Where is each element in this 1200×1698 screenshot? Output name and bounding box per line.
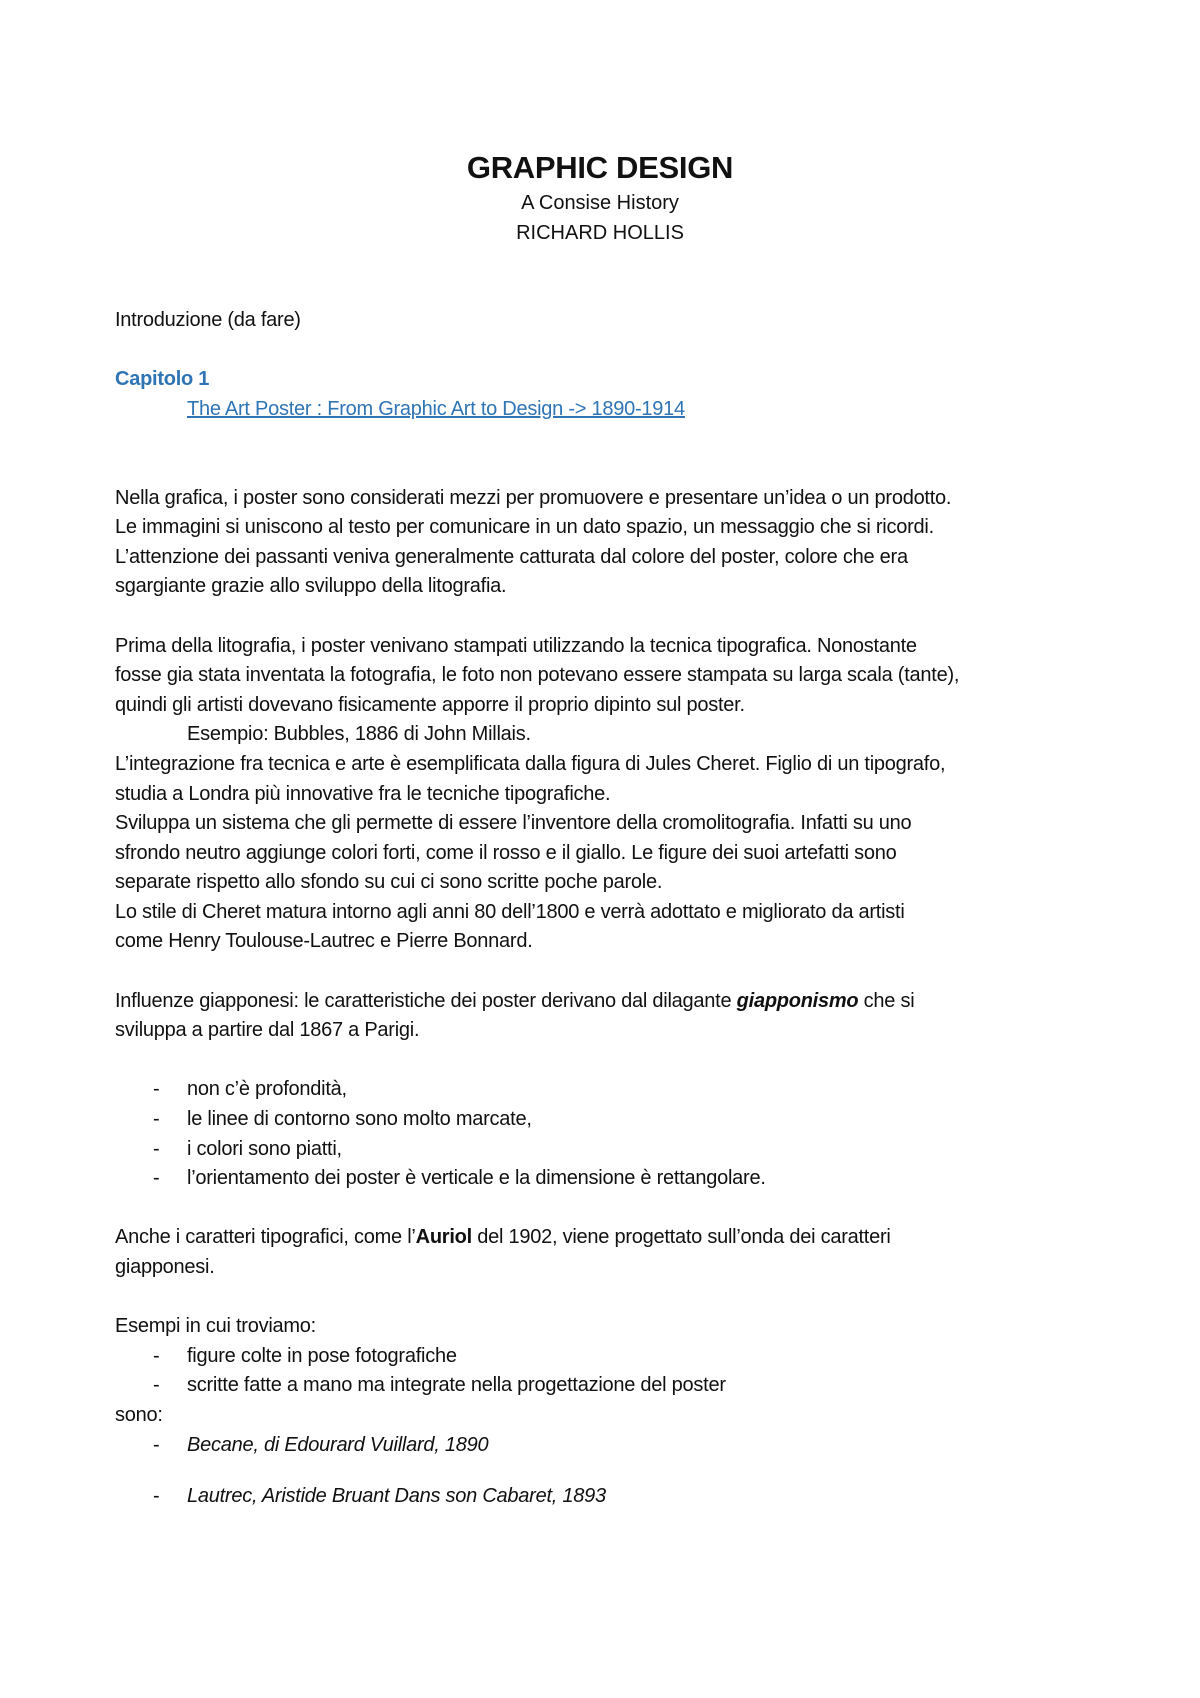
list-dash: -: [153, 1167, 160, 1190]
spacer: [115, 602, 1115, 632]
work-title: Becane, di Edourard Vuillard, 1890: [187, 1433, 489, 1456]
text-line: [115, 1223, 1115, 1253]
text-line: sgargiante grazie allo sviluppo della litografia.: [115, 575, 507, 598]
list-item: [115, 1164, 1115, 1194]
list-dash: -: [153, 1137, 160, 1160]
text-line: giapponesi.: [115, 1256, 215, 1278]
spacer: [115, 454, 1115, 484]
list-item: [115, 1371, 1115, 1401]
list-dash: -: [153, 1108, 160, 1131]
text-line: Le immagini si uniscono al testo per comunicare in un dato spazio, un messaggio che si ricordi.: [115, 516, 934, 539]
list-item: [115, 1431, 1115, 1461]
text-line: sviluppa a partire dal 1867 a Parigi.: [115, 1019, 420, 1042]
text-span: Influenze giapponesi: le caratteristiche dei poster derivano dal dilagante: [115, 989, 737, 1012]
spacer: [115, 957, 1115, 987]
list-item-text: le linee di contorno sono molto marcate,: [187, 1108, 532, 1131]
text-line: Sviluppa un sistema che gli permette di essere l’inventore della cromolitografia. Infatti su uno: [115, 812, 912, 835]
emphasis-giapponismo: giapponismo: [736, 989, 859, 1012]
list-item-text: figure colte in pose fotografiche: [187, 1344, 457, 1367]
features-list: [115, 1075, 1115, 1193]
list-dash: -: [153, 1374, 160, 1397]
document-title: GRAPHIC DESIGN: [466, 150, 734, 185]
text-line: Prima della litografia, i poster venivano stampati utilizzando la tecnica tipografica. Nonostante: [115, 634, 917, 657]
list-item-text: i colori sono piatti,: [187, 1137, 342, 1160]
paragraph-posters: [115, 484, 1115, 602]
list-item: [115, 1342, 1115, 1372]
paragraph-typefaces: [115, 1223, 1115, 1282]
text-line: L’attenzione dei passanti veniva generalmente catturata dal colore del poster, colore che era: [115, 545, 908, 568]
intro-line: Introduzione (da fare): [115, 309, 301, 331]
text-line: Lo stile di Cheret matura intorno agli anni 80 dell’1800 e verrà adottato e migliorato da artisti: [115, 900, 905, 923]
paragraph-lithography: [115, 632, 1115, 958]
list-item-text: non c’è profondità,: [187, 1078, 347, 1101]
list-item: [115, 1135, 1115, 1165]
spacer: [115, 1283, 1115, 1313]
text-line: Esempi in cui troviamo:: [115, 1315, 316, 1338]
list-dash: -: [153, 1078, 160, 1101]
text-span: del 1902, viene progettato sull’onda dei caratteri: [471, 1226, 891, 1249]
chapter-link[interactable]: The Art Poster : From Graphic Art to Design -> 1890-1914: [187, 397, 685, 420]
text-span: Anche i caratteri tipografici, come l’: [115, 1226, 416, 1249]
list-item: [115, 1075, 1115, 1105]
text-line: fosse gia stata inventata la fotografia, le foto non potevano essere stampata su larga scala (tante),: [115, 664, 960, 687]
list-dash: -: [153, 1485, 160, 1508]
chapter-heading: Capitolo 1: [115, 368, 210, 391]
text-line: come Henry Toulouse-Lautrec e Pierre Bonnard.: [115, 930, 533, 953]
document-subtitle: A Consise History: [521, 192, 679, 214]
text-line: Nella grafica, i poster sono considerati mezzi per promuovere e presentare un’idea o un prodotto.: [115, 486, 952, 509]
list-item-text: l’orientamento dei poster è verticale e la dimensione è rettangolare.: [187, 1167, 766, 1190]
list-dash: -: [153, 1433, 160, 1456]
list-dash: -: [153, 1344, 160, 1367]
work-title: Lautrec, Aristide Bruant Dans son Cabaret, 1893: [187, 1485, 606, 1508]
examples-section: [115, 1312, 1115, 1512]
text-line: sono:: [115, 1403, 163, 1426]
text-line: separate rispetto allo sfondo su cui ci sono scritte poche parole.: [115, 871, 663, 894]
text-line: sfrondo neutro aggiunge colori forti, come il rosso e il giallo. Le figure dei suoi artefatti sono: [115, 841, 897, 864]
text-line: [115, 987, 1115, 1017]
document-header: [0, 148, 1200, 248]
spacer: [115, 1194, 1115, 1224]
text-span: che si: [858, 989, 915, 1012]
text-line: quindi gli artisti dovevano fisicamente apporre il proprio dipinto sul poster.: [115, 693, 745, 716]
emphasis-auriol: Auriol: [415, 1226, 472, 1249]
example-line: Esempio: Bubbles, 1886 di John Millais.: [187, 723, 531, 746]
spacer: [115, 424, 1115, 454]
list-item: [115, 1105, 1115, 1135]
list-item: [115, 1482, 1115, 1512]
spacer: [115, 1460, 1115, 1482]
text-line: L’integrazione fra tecnica e arte è esemplificata dalla figura di Jules Cheret. Figlio di un tipografo,: [115, 752, 946, 775]
spacer: [115, 336, 1115, 366]
document-body: [115, 306, 1115, 1512]
document-author: RICHARD HOLLIS: [516, 222, 684, 244]
text-line: studia a Londra più innovative fra le tecniche tipografiche.: [115, 782, 611, 805]
list-item-text: scritte fatte a mano ma integrate nella progettazione del poster: [187, 1374, 726, 1397]
paragraph-influences: [115, 987, 1115, 1046]
spacer: [115, 1046, 1115, 1076]
